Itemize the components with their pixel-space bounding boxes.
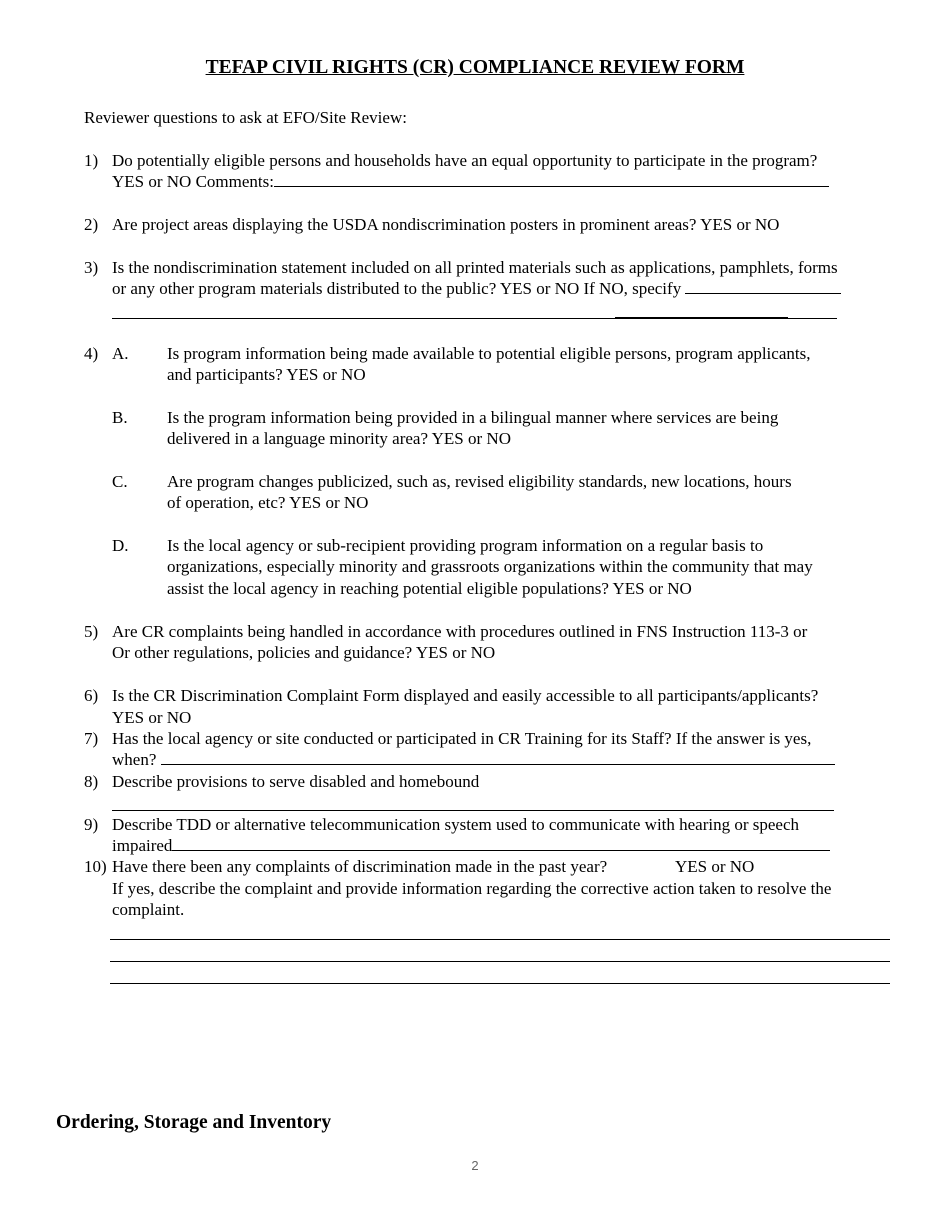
- q4d-letter: D.: [112, 536, 129, 555]
- q4b-text-line2: delivered in a language minority area? YES or NO: [167, 429, 511, 448]
- q7-when-wrap: [112, 749, 835, 771]
- q10-text-line3: complaint.: [112, 900, 185, 919]
- q10-answer-line-2[interactable]: [110, 961, 890, 962]
- q4b-letter: B.: [112, 408, 128, 427]
- q9-answer-field[interactable]: [172, 836, 830, 851]
- q9-text: Describe TDD or alternative telecommunication system used to communicate with hearing or speech: [112, 815, 800, 834]
- q9-number: 9): [84, 815, 99, 834]
- q10-yes-no: YES or NO: [675, 857, 755, 876]
- form-title: TEFAP CIVIL RIGHTS (CR) COMPLIANCE REVIEW FORM: [205, 57, 745, 78]
- q4d-text-line3: assist the local agency in reaching potential eligible populations? YES or NO: [167, 579, 692, 598]
- q6-text-line2: YES or NO: [112, 708, 192, 727]
- q1-comments-field[interactable]: [274, 172, 829, 187]
- q4c-text-line2: of operation, etc? YES or NO: [167, 493, 369, 512]
- q5-text: Are CR complaints being handled in accordance with procedures outlined in FNS Instruction 113-3 or: [112, 622, 808, 641]
- page-number: 2: [471, 1158, 479, 1173]
- section-heading: Ordering, Storage and Inventory: [56, 1112, 332, 1133]
- q8-text: Describe provisions to serve disabled and homebound: [112, 772, 480, 791]
- q4a-text: Is program information being made available to potential eligible persons, program applicants,: [167, 344, 811, 363]
- q3-text-line2: or any other program materials distributed to the public? YES or NO If NO, specify: [112, 279, 682, 298]
- q6-text: Is the CR Discrimination Complaint Form displayed and easily accessible to all participants/applicants?: [112, 686, 819, 705]
- q10-text: Have there been any complaints of discrimination made in the past year?: [112, 857, 608, 876]
- q1-text: Do potentially eligible persons and households have an equal opportunity to participate in the program?: [112, 151, 818, 170]
- q7-text-line2: when?: [112, 750, 157, 769]
- q7-number: 7): [84, 729, 99, 748]
- q6-number: 6): [84, 686, 99, 705]
- q4a-letter: A.: [112, 344, 129, 363]
- q3-text-line2-wrap: [112, 278, 841, 300]
- q8-answer-line[interactable]: [112, 810, 834, 811]
- q3-number: 3): [84, 258, 99, 277]
- q4a-text-line2: and participants? YES or NO: [167, 365, 366, 384]
- q7-when-field[interactable]: [161, 750, 835, 765]
- q4d-text: Is the local agency or sub-recipient providing program information on a regular basis to: [167, 536, 764, 555]
- q10-number: 10): [84, 857, 107, 876]
- q5-number: 5): [84, 622, 99, 641]
- q3-text: Is the nondiscrimination statement included on all printed materials such as applications, pamphlets, forms: [112, 258, 838, 277]
- q5-text-line2: Or other regulations, policies and guidance? YES or NO: [112, 643, 496, 662]
- q10-answer-line-1[interactable]: [110, 939, 890, 940]
- q1-number: 1): [84, 151, 99, 170]
- q1-text-line2: YES or NO Comments:: [112, 172, 274, 191]
- q4c-text: Are program changes publicized, such as, revised eligibility standards, new locations, hours: [167, 472, 792, 491]
- q2-number: 2): [84, 215, 99, 234]
- q4-number: 4): [84, 344, 99, 363]
- q1-yes-no-comments: [112, 171, 829, 193]
- q4d-text-line2: organizations, especially minority and grassroots organizations within the community that may: [167, 557, 813, 576]
- q4c-letter: C.: [112, 472, 128, 491]
- q10-text-line2: If yes, describe the complaint and provide information regarding the corrective action taken to resolve the: [112, 879, 832, 898]
- q2-text: Are project areas displaying the USDA nondiscrimination posters in prominent areas? YES or NO: [112, 215, 780, 234]
- intro-text: Reviewer questions to ask at EFO/Site Review:: [84, 108, 407, 127]
- q3-specify-field[interactable]: [685, 279, 841, 294]
- q4b-text: Is the program information being provided in a bilingual manner where services are being: [167, 408, 779, 427]
- q10-answer-line-3[interactable]: [110, 983, 890, 984]
- q3-specify-line-overlap: [615, 317, 788, 319]
- q9-impaired-wrap: [112, 835, 830, 857]
- q7-text: Has the local agency or site conducted or participated in CR Training for its Staff? If the answer is yes,: [112, 729, 812, 748]
- q8-number: 8): [84, 772, 99, 791]
- q9-text-line2: impaired: [112, 836, 173, 855]
